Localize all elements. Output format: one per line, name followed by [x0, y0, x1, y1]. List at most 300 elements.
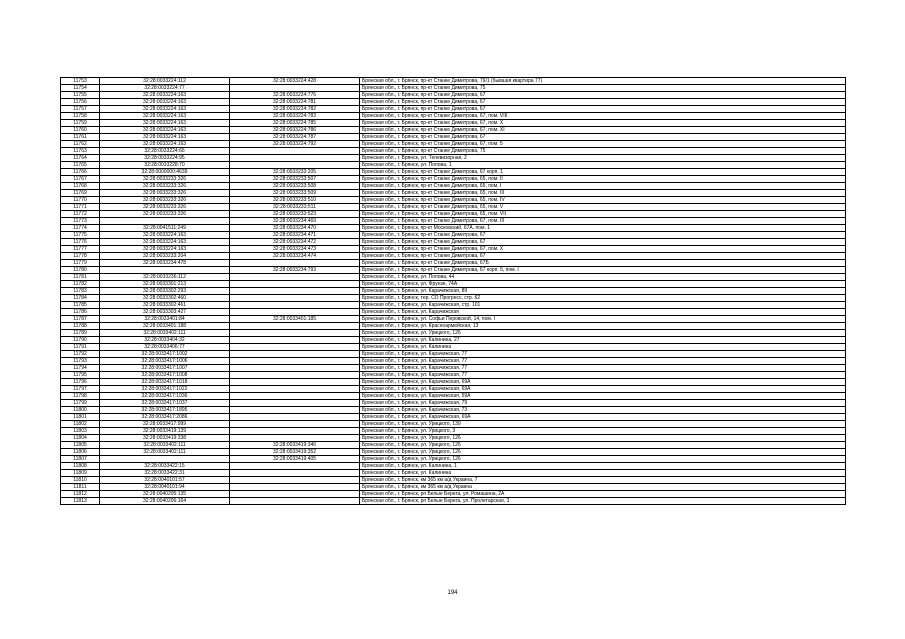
cadastral-number-cell: 32:28:0040101:94	[100, 484, 230, 491]
cadastral-number-cell: 32:28:0040101:57	[100, 477, 230, 484]
address-cell: Брянская обл., г. Брянск, ул. Урицкого, 126	[360, 442, 846, 449]
registry-table-body	[61, 78, 846, 505]
address-cell: Брянская обл., г. Брянск, ул. Карачижская, 79	[360, 400, 846, 407]
address-cell: Брянская обл., г. Брянск, ул. Карачижская, 69А	[360, 386, 846, 393]
table-row	[61, 491, 846, 498]
cadastral-number-cell: 32:28:0033224:163	[100, 106, 230, 113]
parent-cadastral-number-cell: 32:28:0033234:474	[230, 253, 360, 260]
table-row	[61, 246, 846, 253]
cadastral-number-cell: 32:28:0033302:461	[100, 302, 230, 309]
cadastral-number-cell: 32:28:0033233:326	[100, 190, 230, 197]
cadastral-number-cell: 32:28:0033224:66	[100, 148, 230, 155]
parent-cadastral-number-cell	[230, 309, 360, 316]
parent-cadastral-number-cell	[230, 155, 360, 162]
row-number-cell: 11788	[61, 323, 100, 330]
parent-cadastral-number-cell	[230, 470, 360, 477]
row-number-cell: 11773	[61, 218, 100, 225]
cadastral-number-cell: 32:28:0041511:249	[100, 225, 230, 232]
cadastral-number-cell: 32:28:0033402:111	[100, 449, 230, 456]
table-row	[61, 134, 846, 141]
parent-cadastral-number-cell: 32:28:0033233:507	[230, 176, 360, 183]
address-cell: Брянская обл., г. Брянск, ул. Калинина, 1	[360, 463, 846, 470]
parent-cadastral-number-cell: 32:28:0033234:471	[230, 232, 360, 239]
row-number-cell: 11797	[61, 386, 100, 393]
address-cell: Брянская обл., г. Брянск, пр-кт Станке Димитрова, 65, пом. III	[360, 190, 846, 197]
table-row	[61, 372, 846, 379]
cadastral-number-cell: 32:28:0033302:460	[100, 295, 230, 302]
table-row	[61, 169, 846, 176]
address-cell: Брянская обл., г. Брянск, ул. Попова, 1	[360, 162, 846, 169]
row-number-cell: 11790	[61, 337, 100, 344]
address-cell: Брянская обл., г. Брянск, ул. Урицкого, 126	[360, 456, 846, 463]
parent-cadastral-number-cell: 32:28:0033419:346	[230, 442, 360, 449]
table-row	[61, 428, 846, 435]
row-number-cell: 11757	[61, 106, 100, 113]
row-number-cell: 11810	[61, 477, 100, 484]
table-row	[61, 386, 846, 393]
row-number-cell: 11768	[61, 183, 100, 190]
table-row	[61, 141, 846, 148]
parent-cadastral-number-cell: 32:28:0033234:473	[230, 246, 360, 253]
cadastral-number-cell: 32:28:0033417:1895	[100, 407, 230, 414]
table-row	[61, 197, 846, 204]
parent-cadastral-number-cell: 32:28:0033233:508	[230, 183, 360, 190]
parent-cadastral-number-cell	[230, 421, 360, 428]
address-cell: Брянская обл., г. Брянск, ул. Карачижская, 69А	[360, 379, 846, 386]
row-number-cell: 11807	[61, 456, 100, 463]
address-cell: Брянская обл., г. Брянск, ул. Карачижская, стр. 101	[360, 302, 846, 309]
cadastral-number-cell: 32:28:0033401:84	[100, 316, 230, 323]
cadastral-number-cell	[100, 218, 230, 225]
parent-cadastral-number-cell: 32:28:0033401:185	[230, 316, 360, 323]
table-row	[61, 225, 846, 232]
table-row	[61, 442, 846, 449]
address-cell: Брянская обл., г. Брянск, рп Белые Берега, ул. Пролетарская, 3	[360, 498, 846, 505]
row-number-cell: 11812	[61, 491, 100, 498]
address-cell: Брянская обл., г. Брянск, ул. Карачижская, 89	[360, 288, 846, 295]
parent-cadastral-number-cell: 32:28:0033233:509	[230, 190, 360, 197]
cadastral-number-cell: 32:28:0040205:135	[100, 491, 230, 498]
cadastral-number-cell: 32:28:0033236:112	[100, 274, 230, 281]
cadastral-number-cell: 32:28:0033404:32	[100, 337, 230, 344]
parent-cadastral-number-cell	[230, 85, 360, 92]
address-cell: Брянская обл., г. Брянск, пр-кт Станке Димитрова, 67	[360, 99, 846, 106]
parent-cadastral-number-cell	[230, 162, 360, 169]
address-cell: Брянская обл., г. Брянск, пр-кт Станке Димитрова, 67	[360, 106, 846, 113]
row-number-cell: 11803	[61, 428, 100, 435]
address-cell: Брянская обл., г. Брянск, ул. Попова, 44	[360, 274, 846, 281]
table-row	[61, 267, 846, 274]
parent-cadastral-number-cell: 32:28:0033419:405	[230, 456, 360, 463]
row-number-cell: 11755	[61, 92, 100, 99]
cadastral-number-cell: 32:28:0033224:77	[100, 85, 230, 92]
row-number-cell: 11763	[61, 148, 100, 155]
cadastral-number-cell: 32:28:0033233:204	[100, 253, 230, 260]
table-row	[61, 106, 846, 113]
address-cell: Брянская обл., г. Брянск, рп Белые Берега, ул. Ромашина, 2А	[360, 491, 846, 498]
cadastral-number-cell: 32:28:0033224:95	[100, 155, 230, 162]
address-cell: Брянская обл., г. Брянск, пр-кт Станке Димитрова, 67 корп. 1	[360, 169, 846, 176]
cadastral-number-cell: 32:28:0033419:139	[100, 428, 230, 435]
table-row	[61, 155, 846, 162]
address-cell: Брянская обл., г. Брянск, пр-кт Московский, 67А, пом. 1	[360, 225, 846, 232]
table-row	[61, 309, 846, 316]
parent-cadastral-number-cell	[230, 379, 360, 386]
table-row	[61, 218, 846, 225]
address-cell: Брянская обл., г. Брянск, пр-кт Станке Димитрова, 67, пом. 5	[360, 141, 846, 148]
address-cell: Брянская обл., г. Брянск, ул. Карачижская, 77	[360, 365, 846, 372]
row-number-cell: 11795	[61, 372, 100, 379]
row-number-cell: 11779	[61, 260, 100, 267]
parent-cadastral-number-cell	[230, 386, 360, 393]
parent-cadastral-number-cell	[230, 428, 360, 435]
row-number-cell: 11764	[61, 155, 100, 162]
address-cell: Брянская обл., г. Брянск, пр-кт Станке Димитрова, 65, пом. V	[360, 204, 846, 211]
page-number: 194	[447, 590, 458, 596]
table-row	[61, 351, 846, 358]
parent-cadastral-number-cell: 32:28:0033224:786	[230, 127, 360, 134]
row-number-cell: 11762	[61, 141, 100, 148]
registry-table-container	[60, 77, 846, 505]
table-row	[61, 316, 846, 323]
address-cell: Брянская обл., г. Брянск, пр-кт Станке Димитрова, 65, пом. IV	[360, 197, 846, 204]
cadastral-number-cell: 32:28:0033422:15	[100, 463, 230, 470]
address-cell: Брянская обл., г. Брянск, ул. Урицкого, 126	[360, 435, 846, 442]
address-cell: Брянская обл., г. Брянск, пр-кт Станке Димитрова, 67, пом. III	[360, 218, 846, 225]
cadastral-number-cell: 32:28:0033233:326	[100, 204, 230, 211]
table-row	[61, 274, 846, 281]
parent-cadastral-number-cell	[230, 281, 360, 288]
row-number-cell: 11796	[61, 379, 100, 386]
row-number-cell: 11776	[61, 239, 100, 246]
parent-cadastral-number-cell	[230, 491, 360, 498]
cadastral-number-cell: 32:28:0033417:2086	[100, 414, 230, 421]
parent-cadastral-number-cell	[230, 414, 360, 421]
table-row	[61, 295, 846, 302]
cadastral-number-cell: 32:28:0033301:213	[100, 281, 230, 288]
table-row	[61, 421, 846, 428]
cadastral-number-cell: 32:28:0033233:326	[100, 197, 230, 204]
row-number-cell: 11772	[61, 211, 100, 218]
parent-cadastral-number-cell	[230, 295, 360, 302]
cadastral-number-cell	[100, 267, 230, 274]
address-cell: Брянская обл., г. Брянск, ул. Карачижская	[360, 309, 846, 316]
address-cell: Брянская обл., г. Брянск, пр-кт Станке Димитрова, 65, пом. VII	[360, 211, 846, 218]
row-number-cell: 11805	[61, 442, 100, 449]
parent-cadastral-number-cell	[230, 148, 360, 155]
parent-cadastral-number-cell: 32:28:0033224:782	[230, 106, 360, 113]
cadastral-number-cell: 32:28:0033224:163	[100, 120, 230, 127]
address-cell: Брянская обл., г. Брянск, пр-кт Станке Димитрова, 67	[360, 232, 846, 239]
parent-cadastral-number-cell	[230, 372, 360, 379]
row-number-cell: 11794	[61, 365, 100, 372]
cadastral-number-cell: 32:28:0033417:1037	[100, 400, 230, 407]
address-cell: Брянская обл., г. Брянск, км 365 км а/д Украина, 7	[360, 477, 846, 484]
parent-cadastral-number-cell: 32:28:0033233:523	[230, 211, 360, 218]
table-row	[61, 449, 846, 456]
address-cell: Брянская обл., г. Брянск, ул. Урицкого, 126	[360, 330, 846, 337]
cadastral-number-cell: 32:28:0033233:326	[100, 211, 230, 218]
cadastral-number-cell: 32:28:0033419:338	[100, 435, 230, 442]
cadastral-number-cell: 32:28:0033401:188	[100, 323, 230, 330]
parent-cadastral-number-cell	[230, 365, 360, 372]
table-row	[61, 239, 846, 246]
row-number-cell: 11754	[61, 85, 100, 92]
parent-cadastral-number-cell	[230, 260, 360, 267]
address-cell: Брянская обл., г. Брянск, пр-кт Станке Димитрова, 67, пом. XI	[360, 127, 846, 134]
cadastral-number-cell: 32:28:0033224:163	[100, 99, 230, 106]
address-cell: Брянская обл., г. Брянск, пр-кт Станке Димитрова, 67, пом. X	[360, 246, 846, 253]
cadastral-number-cell: 32:28:0033422:31	[100, 470, 230, 477]
table-row	[61, 162, 846, 169]
cadastral-number-cell: 32:28:0000000:4639	[100, 169, 230, 176]
parent-cadastral-number-cell: 32:28:0033233:510	[230, 197, 360, 204]
row-number-cell: 11761	[61, 134, 100, 141]
row-number-cell: 11777	[61, 246, 100, 253]
row-number-cell: 11766	[61, 169, 100, 176]
table-row	[61, 344, 846, 351]
table-row	[61, 365, 846, 372]
table-row	[61, 127, 846, 134]
parent-cadastral-number-cell: 32:28:0033224:792	[230, 141, 360, 148]
address-cell: Брянская обл., г. Брянск, пр-кт Станке Димитрова, 67	[360, 253, 846, 260]
parent-cadastral-number-cell	[230, 498, 360, 505]
row-number-cell: 11792	[61, 351, 100, 358]
cadastral-number-cell: 32:28:0033234:478	[100, 260, 230, 267]
parent-cadastral-number-cell	[230, 323, 360, 330]
table-row	[61, 337, 846, 344]
parent-cadastral-number-cell: 32:28:0033234:469	[230, 218, 360, 225]
parent-cadastral-number-cell: 32:28:0033224:776	[230, 92, 360, 99]
address-cell: Брянская обл., г. Брянск, пр-кт Станке Димитрова, 67, пом. X	[360, 120, 846, 127]
table-row	[61, 190, 846, 197]
table-row	[61, 113, 846, 120]
cadastral-number-cell: 32:28:0033224:163	[100, 232, 230, 239]
table-row	[61, 183, 846, 190]
cadastral-number-cell: 32:28:0033233:326	[100, 183, 230, 190]
parent-cadastral-number-cell	[230, 435, 360, 442]
parent-cadastral-number-cell	[230, 274, 360, 281]
cadastral-number-cell: 32:28:0033417:1002	[100, 351, 230, 358]
cadastral-number-cell: 32:28:0033224:163	[100, 92, 230, 99]
table-row	[61, 85, 846, 92]
parent-cadastral-number-cell	[230, 337, 360, 344]
row-number-cell: 11802	[61, 421, 100, 428]
parent-cadastral-number-cell	[230, 407, 360, 414]
address-cell: Брянская обл., г. Брянск, ул. Карачижская, 59А	[360, 393, 846, 400]
row-number-cell: 11811	[61, 484, 100, 491]
address-cell: Брянская обл., г. Брянск, км 365 км а/д Украина	[360, 484, 846, 491]
row-number-cell: 11770	[61, 197, 100, 204]
row-number-cell: 11769	[61, 190, 100, 197]
table-row	[61, 260, 846, 267]
address-cell: Брянская обл., г. Брянск, тер. СО Прогресс, стр. 62	[360, 295, 846, 302]
row-number-cell: 11767	[61, 176, 100, 183]
cadastral-number-cell: 32:28:0033402:111	[100, 330, 230, 337]
parent-cadastral-number-cell	[230, 463, 360, 470]
table-row	[61, 302, 846, 309]
row-number-cell: 11804	[61, 435, 100, 442]
address-cell: Брянская обл., г. Брянск, пр-кт Станке Димитрова, 65, пом. I	[360, 183, 846, 190]
parent-cadastral-number-cell	[230, 288, 360, 295]
parent-cadastral-number-cell: 32:28:0033224:428	[230, 78, 360, 85]
row-number-cell: 11756	[61, 99, 100, 106]
address-cell: Брянская обл., г. Брянск, пр-кт Станке Димитрова, 65, пом. II	[360, 176, 846, 183]
row-number-cell: 11806	[61, 449, 100, 456]
cadastral-number-cell: 32:28:0033224:163	[100, 239, 230, 246]
row-number-cell: 11781	[61, 274, 100, 281]
table-row	[61, 323, 846, 330]
cadastral-number-cell: 32:28:0033224:163	[100, 141, 230, 148]
address-cell: Брянская обл., г. Брянск, пр-кт Станке Димитрова, 67 корп. 5, пом. I	[360, 267, 846, 274]
table-row	[61, 253, 846, 260]
parent-cadastral-number-cell: 32:28:0033224:785	[230, 120, 360, 127]
row-number-cell: 11771	[61, 204, 100, 211]
parent-cadastral-number-cell: 32:28:0033234:472	[230, 239, 360, 246]
table-row	[61, 456, 846, 463]
address-cell: Брянская обл., г. Брянск, ул. Карачижская, 77	[360, 358, 846, 365]
address-cell: Брянская обл., г. Брянск, пр-кт Станке Димитрова, 75	[360, 85, 846, 92]
row-number-cell: 11783	[61, 288, 100, 295]
parent-cadastral-number-cell	[230, 358, 360, 365]
table-row	[61, 148, 846, 155]
parent-cadastral-number-cell	[230, 393, 360, 400]
cadastral-number-cell: 32:28:0033302:293	[100, 288, 230, 295]
address-cell: Брянская обл., г. Брянск, ул. Телевизорная, 2	[360, 155, 846, 162]
address-cell: Брянская обл., г. Брянск, ул. Калинина	[360, 470, 846, 477]
table-row	[61, 176, 846, 183]
cadastral-number-cell: 32:28:0033406:77	[100, 344, 230, 351]
address-cell: Брянская обл., г. Брянск, ул. Калинина	[360, 344, 846, 351]
address-cell: Брянская обл., г. Брянск, пр-кт Станке Димитрова, 79/1 (бывшая квартира 77)	[360, 78, 846, 85]
address-cell: Брянская обл., г. Брянск, пр-кт Станке Димитрова, 75	[360, 148, 846, 155]
cadastral-number-cell: 32:28:0033417:1008	[100, 372, 230, 379]
cadastral-number-cell: 32:28:0033224:112	[100, 78, 230, 85]
cadastral-number-cell: 32:28:0033233:326	[100, 176, 230, 183]
row-number-cell: 11789	[61, 330, 100, 337]
cadastral-number-cell: 32:28:0033224:163	[100, 113, 230, 120]
parent-cadastral-number-cell	[230, 351, 360, 358]
address-cell: Брянская обл., г. Брянск, ул. Софьи Перовской, 14, пом. I	[360, 316, 846, 323]
registry-table	[60, 77, 846, 505]
row-number-cell: 11758	[61, 113, 100, 120]
parent-cadastral-number-cell	[230, 484, 360, 491]
table-row	[61, 379, 846, 386]
table-row	[61, 414, 846, 421]
address-cell: Брянская обл., г. Брянск, ул. Фрунзе, 74А	[360, 281, 846, 288]
cadastral-number-cell: 32:28:0033417:999	[100, 421, 230, 428]
table-row	[61, 232, 846, 239]
parent-cadastral-number-cell	[230, 344, 360, 351]
row-number-cell: 11787	[61, 316, 100, 323]
address-cell: Брянская обл., г. Брянск, ул. Карачижская, 69А	[360, 414, 846, 421]
address-cell: Брянская обл., г. Брянск, ул. Урицкого, 139	[360, 421, 846, 428]
table-row	[61, 470, 846, 477]
cadastral-number-cell: 32:28:0040206:164	[100, 498, 230, 505]
parent-cadastral-number-cell: 32:28:0033233:205	[230, 169, 360, 176]
address-cell: Брянская обл., г. Брянск, ул. Карачижская, 77	[360, 351, 846, 358]
cadastral-number-cell: 32:28:0033417:1007	[100, 365, 230, 372]
table-row	[61, 393, 846, 400]
table-row	[61, 281, 846, 288]
row-number-cell: 11778	[61, 253, 100, 260]
cadastral-number-cell: 32:28:0033224:163	[100, 246, 230, 253]
cadastral-number-cell: 32:28:0033224:163	[100, 127, 230, 134]
table-row	[61, 211, 846, 218]
address-cell: Брянская обл., г. Брянск, ул. Урицкого, 3	[360, 428, 846, 435]
cadastral-number-cell: 32:28:0033417:1018	[100, 379, 230, 386]
row-number-cell: 11798	[61, 393, 100, 400]
cadastral-number-cell: 32:28:0033224:163	[100, 134, 230, 141]
parent-cadastral-number-cell: 32:28:0033234:470	[230, 225, 360, 232]
cadastral-number-cell: 32:28:0033417:1036	[100, 393, 230, 400]
parent-cadastral-number-cell	[230, 477, 360, 484]
parent-cadastral-number-cell	[230, 302, 360, 309]
address-cell: Брянская обл., г. Брянск, пр-кт Станке Димитрова, 67	[360, 239, 846, 246]
table-row	[61, 78, 846, 85]
table-row	[61, 120, 846, 127]
address-cell: Брянская обл., г. Брянск, пр-кт Станке Димитрова, 67, пом. VIII	[360, 113, 846, 120]
row-number-cell: 11759	[61, 120, 100, 127]
table-row	[61, 99, 846, 106]
cadastral-number-cell: 32:28:0033402:111	[100, 442, 230, 449]
row-number-cell: 11786	[61, 309, 100, 316]
cadastral-number-cell: 32:28:0033417:1006	[100, 358, 230, 365]
table-row	[61, 484, 846, 491]
row-number-cell: 11780	[61, 267, 100, 274]
address-cell: Брянская обл., г. Брянск, ул. Красноармейская, 13	[360, 323, 846, 330]
address-cell: Брянская обл., г. Брянск, ул. Калинина, 27	[360, 337, 846, 344]
row-number-cell: 11793	[61, 358, 100, 365]
row-number-cell: 11785	[61, 302, 100, 309]
parent-cadastral-number-cell	[230, 330, 360, 337]
row-number-cell: 11782	[61, 281, 100, 288]
table-row	[61, 204, 846, 211]
parent-cadastral-number-cell: 32:28:0033224:781	[230, 99, 360, 106]
row-number-cell: 11809	[61, 470, 100, 477]
row-number-cell: 11784	[61, 295, 100, 302]
table-row	[61, 498, 846, 505]
address-cell: Брянская обл., г. Брянск, ул. Карачижская, 77	[360, 372, 846, 379]
table-row	[61, 463, 846, 470]
row-number-cell: 11808	[61, 463, 100, 470]
row-number-cell: 11775	[61, 232, 100, 239]
row-number-cell: 11791	[61, 344, 100, 351]
row-number-cell: 11801	[61, 414, 100, 421]
row-number-cell: 11800	[61, 407, 100, 414]
table-row	[61, 477, 846, 484]
cadastral-number-cell: 32:28:0033228:70	[100, 162, 230, 169]
parent-cadastral-number-cell: 32:28:0033419:352	[230, 449, 360, 456]
table-row	[61, 330, 846, 337]
parent-cadastral-number-cell	[230, 400, 360, 407]
address-cell: Брянская обл., г. Брянск, ул. Карачижская, 73	[360, 407, 846, 414]
row-number-cell: 11753	[61, 78, 100, 85]
table-row	[61, 400, 846, 407]
cadastral-number-cell	[100, 456, 230, 463]
parent-cadastral-number-cell: 32:28:0033224:783	[230, 113, 360, 120]
table-row	[61, 92, 846, 99]
row-number-cell: 11813	[61, 498, 100, 505]
row-number-cell: 11799	[61, 400, 100, 407]
row-number-cell: 11760	[61, 127, 100, 134]
table-row	[61, 435, 846, 442]
parent-cadastral-number-cell: 32:28:0033224:787	[230, 134, 360, 141]
table-row	[61, 358, 846, 365]
address-cell: Брянская обл., г. Брянск, ул. Урицкого, 126	[360, 449, 846, 456]
cadastral-number-cell: 32:28:0033417:1022	[100, 386, 230, 393]
row-number-cell: 11765	[61, 162, 100, 169]
